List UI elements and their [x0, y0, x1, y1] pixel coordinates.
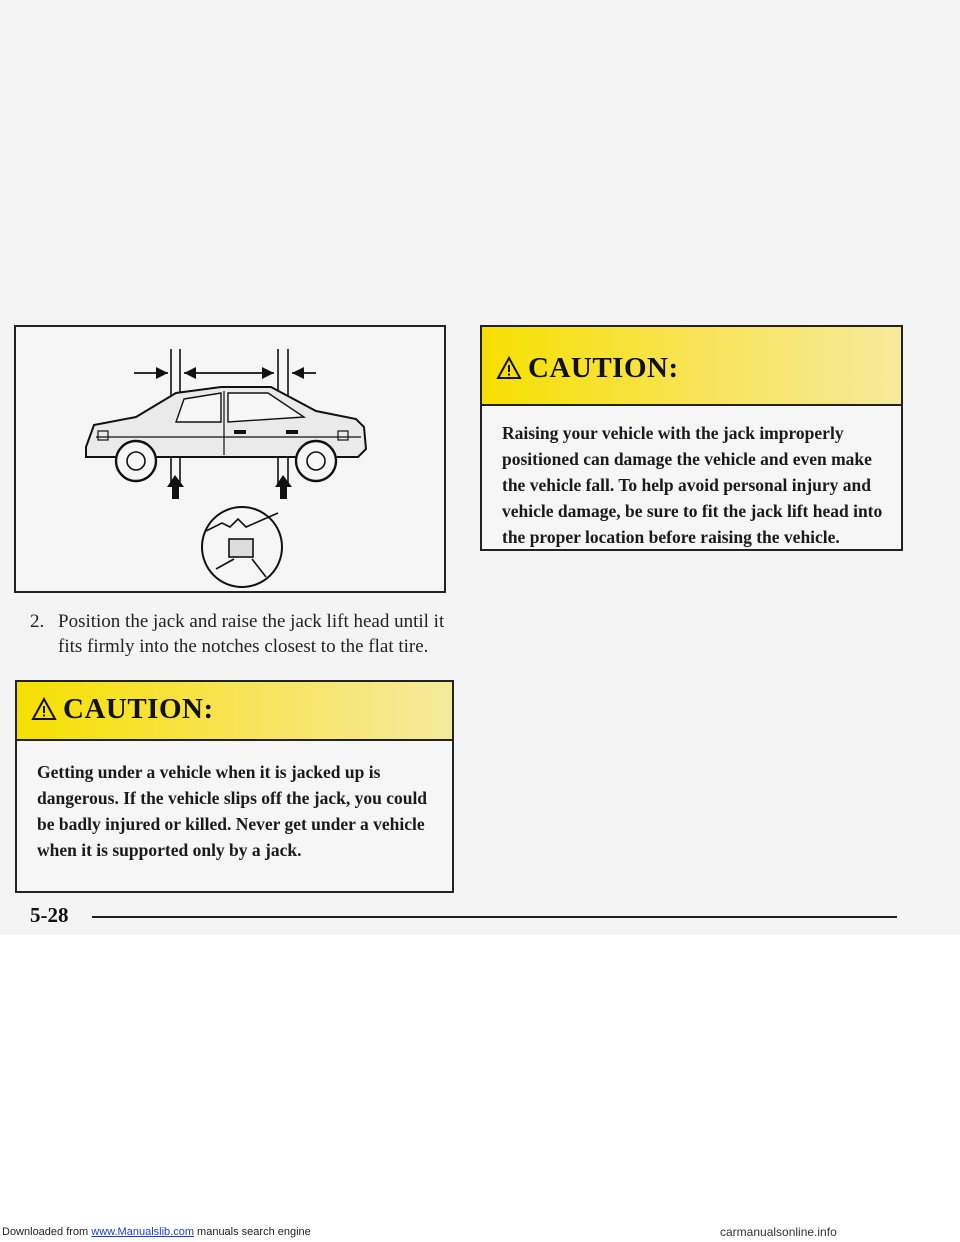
warning-triangle-icon: [31, 697, 57, 721]
jacking-point-illustration: [14, 325, 446, 593]
caution-header: [482, 327, 901, 406]
download-prefix: Downloaded from: [2, 1226, 92, 1238]
warning-triangle-icon: [496, 356, 522, 380]
caution-heading: CAUTION:: [528, 352, 679, 384]
car-jack-diagram: [16, 327, 444, 591]
download-banner: [2, 1226, 311, 1238]
caution-body: Getting under a vehicle when it is jacked up is dangerous. If the vehicle slips off the jack, you could be badly injured or killed. Never get under a vehicle when it is supported only by a jack.: [37, 762, 428, 860]
download-suffix: manuals search engine: [193, 1226, 311, 1238]
caution-box-left: [15, 680, 454, 893]
caution-heading: CAUTION:: [63, 693, 214, 725]
caution-body: Raising your vehicle with the jack improperly positioned can damage the vehicle and even make the vehicle fall. To help avoid personal injury and vehicle damage, be sure to fit the jack lift head into the proper location before raising the vehicle.: [502, 423, 883, 547]
caution-box-right: [480, 325, 903, 551]
step-number: 2.: [30, 611, 45, 632]
step-text: Position the jack and raise the jack lift head until it fits firmly into the notches closest to the flat tire.: [58, 611, 445, 657]
watermark: carmanualsonline.info: [720, 1225, 837, 1239]
manualslib-link[interactable]: www.Manualslib.com: [91, 1226, 194, 1238]
page-number: 5-28: [30, 903, 69, 927]
footer-rule: [92, 916, 897, 918]
caution-header: [17, 682, 452, 741]
